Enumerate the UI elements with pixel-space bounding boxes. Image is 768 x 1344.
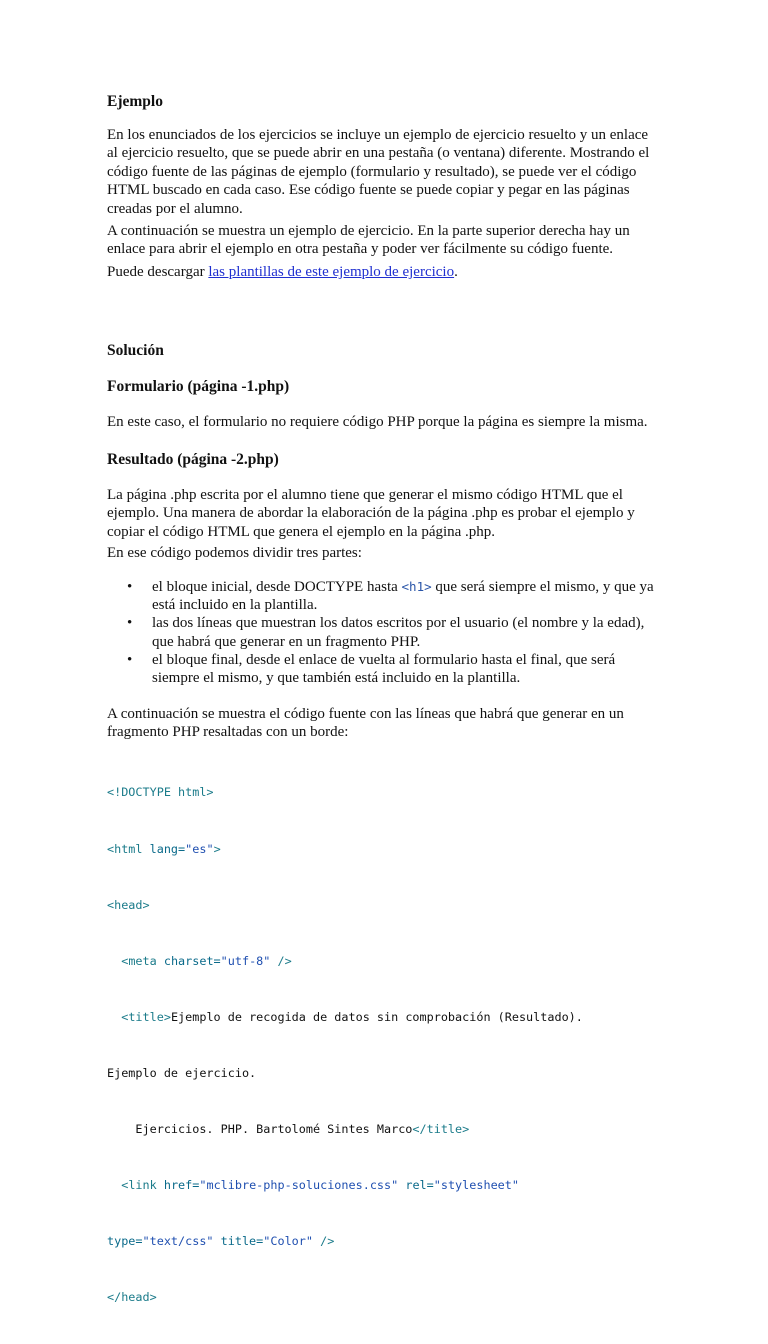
h1-code-inline: <h1> — [401, 579, 432, 594]
code-token: lang= — [149, 841, 186, 856]
code-line — [107, 952, 667, 971]
code-line — [107, 783, 667, 802]
code-indent — [107, 1178, 121, 1192]
list-item: • el bloque final, desde el enlace de vuelta al formulario hasta el final, que será siempre el mismo, y que también está incluido en la plantilla. — [107, 651, 662, 687]
download-templates-link[interactable]: las plantillas de este ejemplo de ejercicio — [208, 264, 455, 280]
code-token: /> — [312, 1234, 335, 1249]
code-line — [107, 896, 667, 915]
code-token: rel= — [398, 1178, 434, 1193]
source-code-block — [107, 746, 667, 1344]
code-token: "stylesheet" — [433, 1178, 519, 1193]
list-item: • las dos líneas que muestran los datos escritos por el usuario (el nombre y la edad), que habrá que generar en un fragmento PHP. — [107, 614, 662, 650]
code-token: <head> — [107, 897, 150, 912]
bullet-1-text-before: el bloque inicial, desde DOCTYPE hasta — [152, 579, 402, 595]
section-title-ejemplo: Ejemplo — [107, 93, 163, 110]
code-token: <title> — [121, 1009, 171, 1024]
code-token: </head> — [107, 1290, 157, 1305]
code-token: type= — [107, 1234, 143, 1249]
bullet-1-text-after: que será siempre el mismo, y que ya está incluido en la plantilla. — [152, 579, 654, 614]
code-line — [107, 1288, 667, 1307]
intro-paragraph-2: A continuación se muestra un ejemplo de ejercicio. En la parte superior derecha hay un enlace para abrir el ejemplo en otra pestaña y poder ver fácilmente su código fuente. — [107, 223, 630, 258]
code-token: <link — [121, 1178, 164, 1193]
parts-list — [107, 578, 662, 687]
code-token: > — [213, 841, 221, 856]
download-paragraph — [107, 263, 657, 281]
code-token: Ejercicios. PHP. Bartolomé Sintes Marco — [107, 1121, 413, 1136]
code-line — [107, 1232, 667, 1251]
code-indent — [107, 954, 121, 968]
code-token: title= — [213, 1234, 264, 1249]
code-token: charset= — [163, 953, 221, 968]
formulario-paragraph: En este caso, el formulario no requiere código PHP porque la página es siempre la misma. — [107, 414, 648, 430]
code-token: <meta — [121, 953, 164, 968]
download-prefix: Puede descargar — [107, 264, 209, 280]
code-intro-paragraph: A continuación se muestra el código fuente con las líneas que habrá que generar en un fragmento PHP resaltadas con un borde: — [107, 706, 624, 741]
code-token: <!DOCTYPE html> — [107, 785, 214, 800]
code-indent — [107, 1010, 121, 1024]
code-line — [107, 1176, 667, 1195]
code-line — [107, 1064, 667, 1083]
code-token: Ejemplo de recogida de datos sin comprobación (Resultado). — [170, 1009, 583, 1024]
resultado-paragraph-1: La página .php escrita por el alumno tiene que generar el mismo código HTML que el ejemplo. Una manera de abordar la elaboración de la página .php es probar el ejemplo y copiar el código HTML que genera el ejemplo en la página .php. — [107, 487, 635, 540]
code-token: href= — [163, 1178, 200, 1193]
section-title-solucion: Solución — [107, 342, 164, 359]
code-token: "utf-8" — [220, 953, 271, 968]
intro-paragraph-1: En los enunciados de los ejercicios se incluye un ejemplo de ejercicio resuelto y un enlace al ejercicio resuelto, que se puede abrir en una pestaña (o ventana) diferente. Mostrando el código fuente de las páginas de ejemplo (formulario y resultado), se puede ver el código HTML buscado en cada caso. Ese código fuente se puede copiar y pegar en las páginas creadas por el alumno. — [107, 127, 650, 217]
code-token: <html — [107, 841, 150, 856]
download-suffix: . — [454, 264, 458, 280]
code-token: "text/css" — [142, 1234, 214, 1249]
code-line — [107, 1120, 667, 1139]
code-token: </title> — [412, 1121, 470, 1136]
code-token: "mclibre-php-soluciones.css" — [199, 1178, 399, 1193]
list-item — [107, 578, 662, 614]
resultado-paragraph-2: En ese código podemos dividir tres partes: — [107, 545, 362, 561]
code-token: "Color" — [263, 1234, 313, 1249]
code-token: Ejemplo de ejercicio. — [107, 1065, 257, 1080]
code-token: "es" — [185, 841, 214, 856]
section-title-formulario: Formulario (página -1.php) — [107, 378, 290, 395]
code-token: /> — [270, 953, 292, 968]
section-title-resultado: Resultado (página -2.php) — [107, 451, 279, 468]
code-line — [107, 840, 667, 859]
